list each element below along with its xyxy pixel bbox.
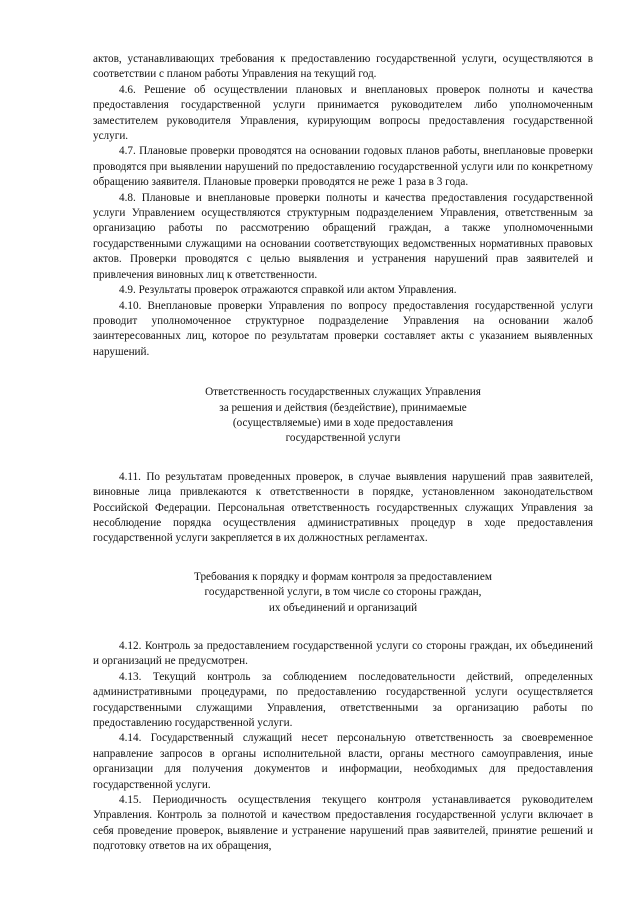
paragraph-4-7: 4.7. Плановые проверки проводятся на основании годовых планов работы, внеплановые проверки проводятся при выявлении нарушений по предоставлению государственной услуги или по конкретному обращению заявителя. Плановые проверки проводятся не реже 1 раза в 3 года.	[93, 145, 593, 189]
section-spacer	[93, 616, 593, 639]
heading-line: их объединений и организаций	[268, 601, 418, 614]
heading-line: (осуществляемые) ими в ходе предоставления	[232, 416, 454, 429]
paragraph-4-8: 4.8. Плановые и внеплановые проверки полноты и качества предоставления государственной услуги Управлением осуществляются структурным подразделением Управления, ответственным за организацию работы по рассмотрению обращений граждан, а также уполномоченными государственными служащими на основании соответствующих ведомственных нормативных правовых актов. Проверки проводятся с целью выявления и устранения нарушений прав заявителей и привлечения виновных лиц к ответственности.	[93, 191, 593, 281]
paragraph-4-9: 4.9. Результаты проверок отражаются справкой или актом Управления.	[119, 284, 457, 297]
paragraph-4-12: 4.12. Контроль за предоставлением государственной услуги со стороны граждан, их объединений и организаций не предусмотрен.	[93, 640, 593, 668]
paragraph-4-11: 4.11. По результатам проведенных проверок, в случае выявления нарушений прав заявителей, виновные лица привлекаются к ответственности в порядке, установленном законодательством Российской Федерации. Персональная ответственность государственных служащих Управления за несоблюдение порядка осуществления административных процедур в ходе предоставления государственной услуги закрепляется в их должностных регламентах.	[93, 470, 593, 545]
heading-line: государственной услуги, в том числе со стороны граждан,	[204, 586, 482, 599]
paragraph-4-15: 4.15. Периодичность осуществления текущего контроля устанавливается руководителем Управления. Контроль за полнотой и качеством предоставления государственной услуги включает в себя проведение проверок, выявление и устранение нарушений прав заявителей, принятие решений и подготовку ответов на их обращения,	[93, 794, 593, 853]
paragraph-4-6: 4.6. Решение об осуществлении плановых и внеплановых проверок полноты и качества предоставления государственной услуги принимается руководителем либо уполномоченным заместителем руководителя Управления, курирующим вопросы предоставления государственной услуги.	[93, 83, 593, 143]
paragraph-continuation: актов, устанавливающих требования к предоставлению государственной услуги, осуществляются в соответствии с планом работы Управления на текущий год.	[93, 53, 593, 81]
section-heading-responsibility	[93, 385, 593, 447]
heading-line: Ответственность государственных служащих Управления	[205, 386, 481, 399]
heading-line: за решения и действия (бездействие), принимаемые	[219, 401, 467, 414]
section-spacer	[93, 360, 593, 385]
paragraph-4-10: 4.10. Внеплановые проверки Управления по вопросу предоставления государственной услуги проводит уполномоченное структурное подразделение Управления на основании жалоб заинтересованных лиц, которое по результатам проверки составляет акты с указанием выявленных нарушений.	[93, 299, 593, 358]
section-heading-control-requirements	[93, 570, 593, 616]
paragraph-4-14: 4.14. Государственный служащий несет персональную ответственность за своевременное направление запросов в органы исполнительной власти, органы местного самоуправления, иные организации для получения документов и информации, необходимых для предоставления государственной услуги.	[93, 732, 593, 791]
paragraph-4-13: 4.13. Текущий контроль за соблюдением последовательности действий, определенных административными процедурами, по предоставлению государственной услуги осуществляется государственными служащими Управления, ответственными за организацию работы по предоставлению государственной услуги.	[93, 670, 593, 730]
heading-line: государственной услуги	[285, 432, 401, 445]
section-spacer	[93, 547, 593, 570]
section-spacer	[93, 447, 593, 470]
heading-line: Требования к порядку и формам контроля за предоставлением	[194, 570, 492, 583]
